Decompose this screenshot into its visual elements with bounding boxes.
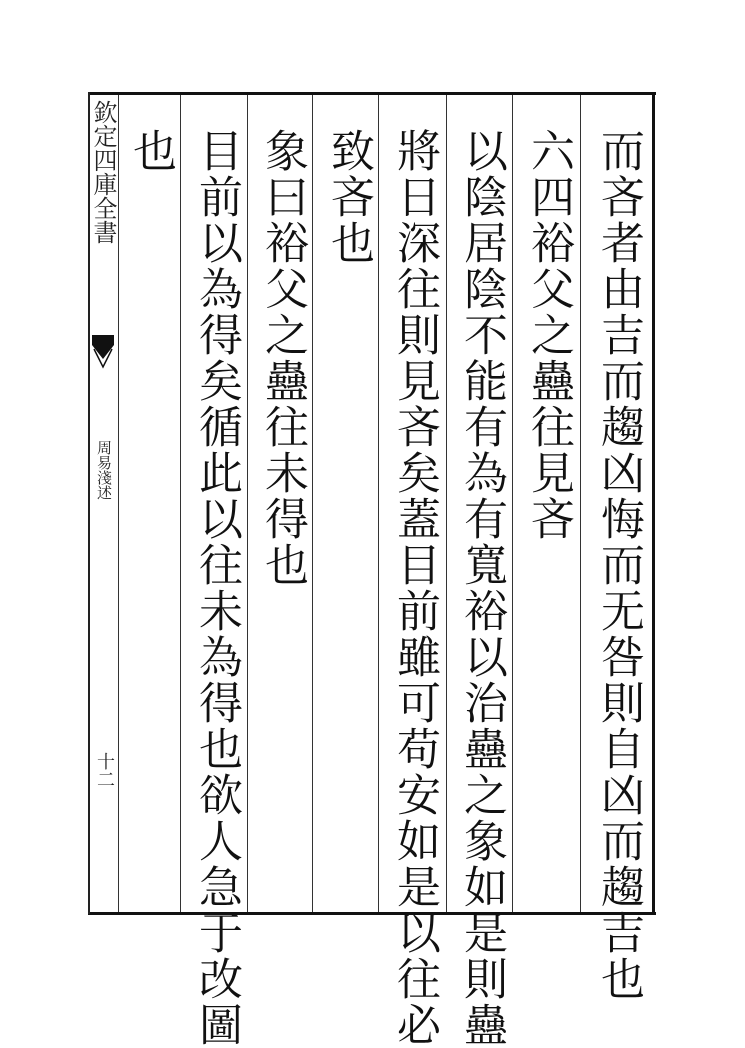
text-column-2: 六四裕父之蠱往見吝 xyxy=(523,128,574,542)
column-rule xyxy=(512,95,513,912)
text-column-5: 致吝也 xyxy=(323,128,374,266)
column-rule xyxy=(180,95,181,912)
frame-bottom-border xyxy=(88,912,656,915)
margin-page-number: 十二 xyxy=(94,752,115,788)
column-rule xyxy=(118,95,119,912)
column-rule xyxy=(247,95,248,912)
text-column-3: 以陰居陰不能有為有寬裕以治蠱之象如是則蠱 xyxy=(456,128,507,1048)
column-rule xyxy=(378,95,379,912)
margin-title: 欽定四庫全書 xyxy=(89,100,117,244)
column-rule xyxy=(580,95,581,912)
text-column-7: 目前以為得矣循此以往未為得也欲人急于改圖 xyxy=(191,128,242,1048)
text-column-4: 將日深往則見吝矣蓋目前雖可苟安如是以往必 xyxy=(389,128,440,1048)
text-column-8: 也 xyxy=(125,128,176,174)
frame-top-border xyxy=(88,92,656,95)
column-rule xyxy=(312,95,313,912)
fish-tail-ornament-icon xyxy=(92,335,114,369)
text-column-6: 象曰裕父之蠱往未得也 xyxy=(257,128,308,588)
column-rule xyxy=(446,95,447,912)
text-column-1: 而吝者由吉而趨凶悔而无咎則自凶而趨吉也 xyxy=(593,128,644,1002)
frame-right-border xyxy=(652,92,655,914)
margin-book-name: 周易淺述 xyxy=(95,440,113,500)
